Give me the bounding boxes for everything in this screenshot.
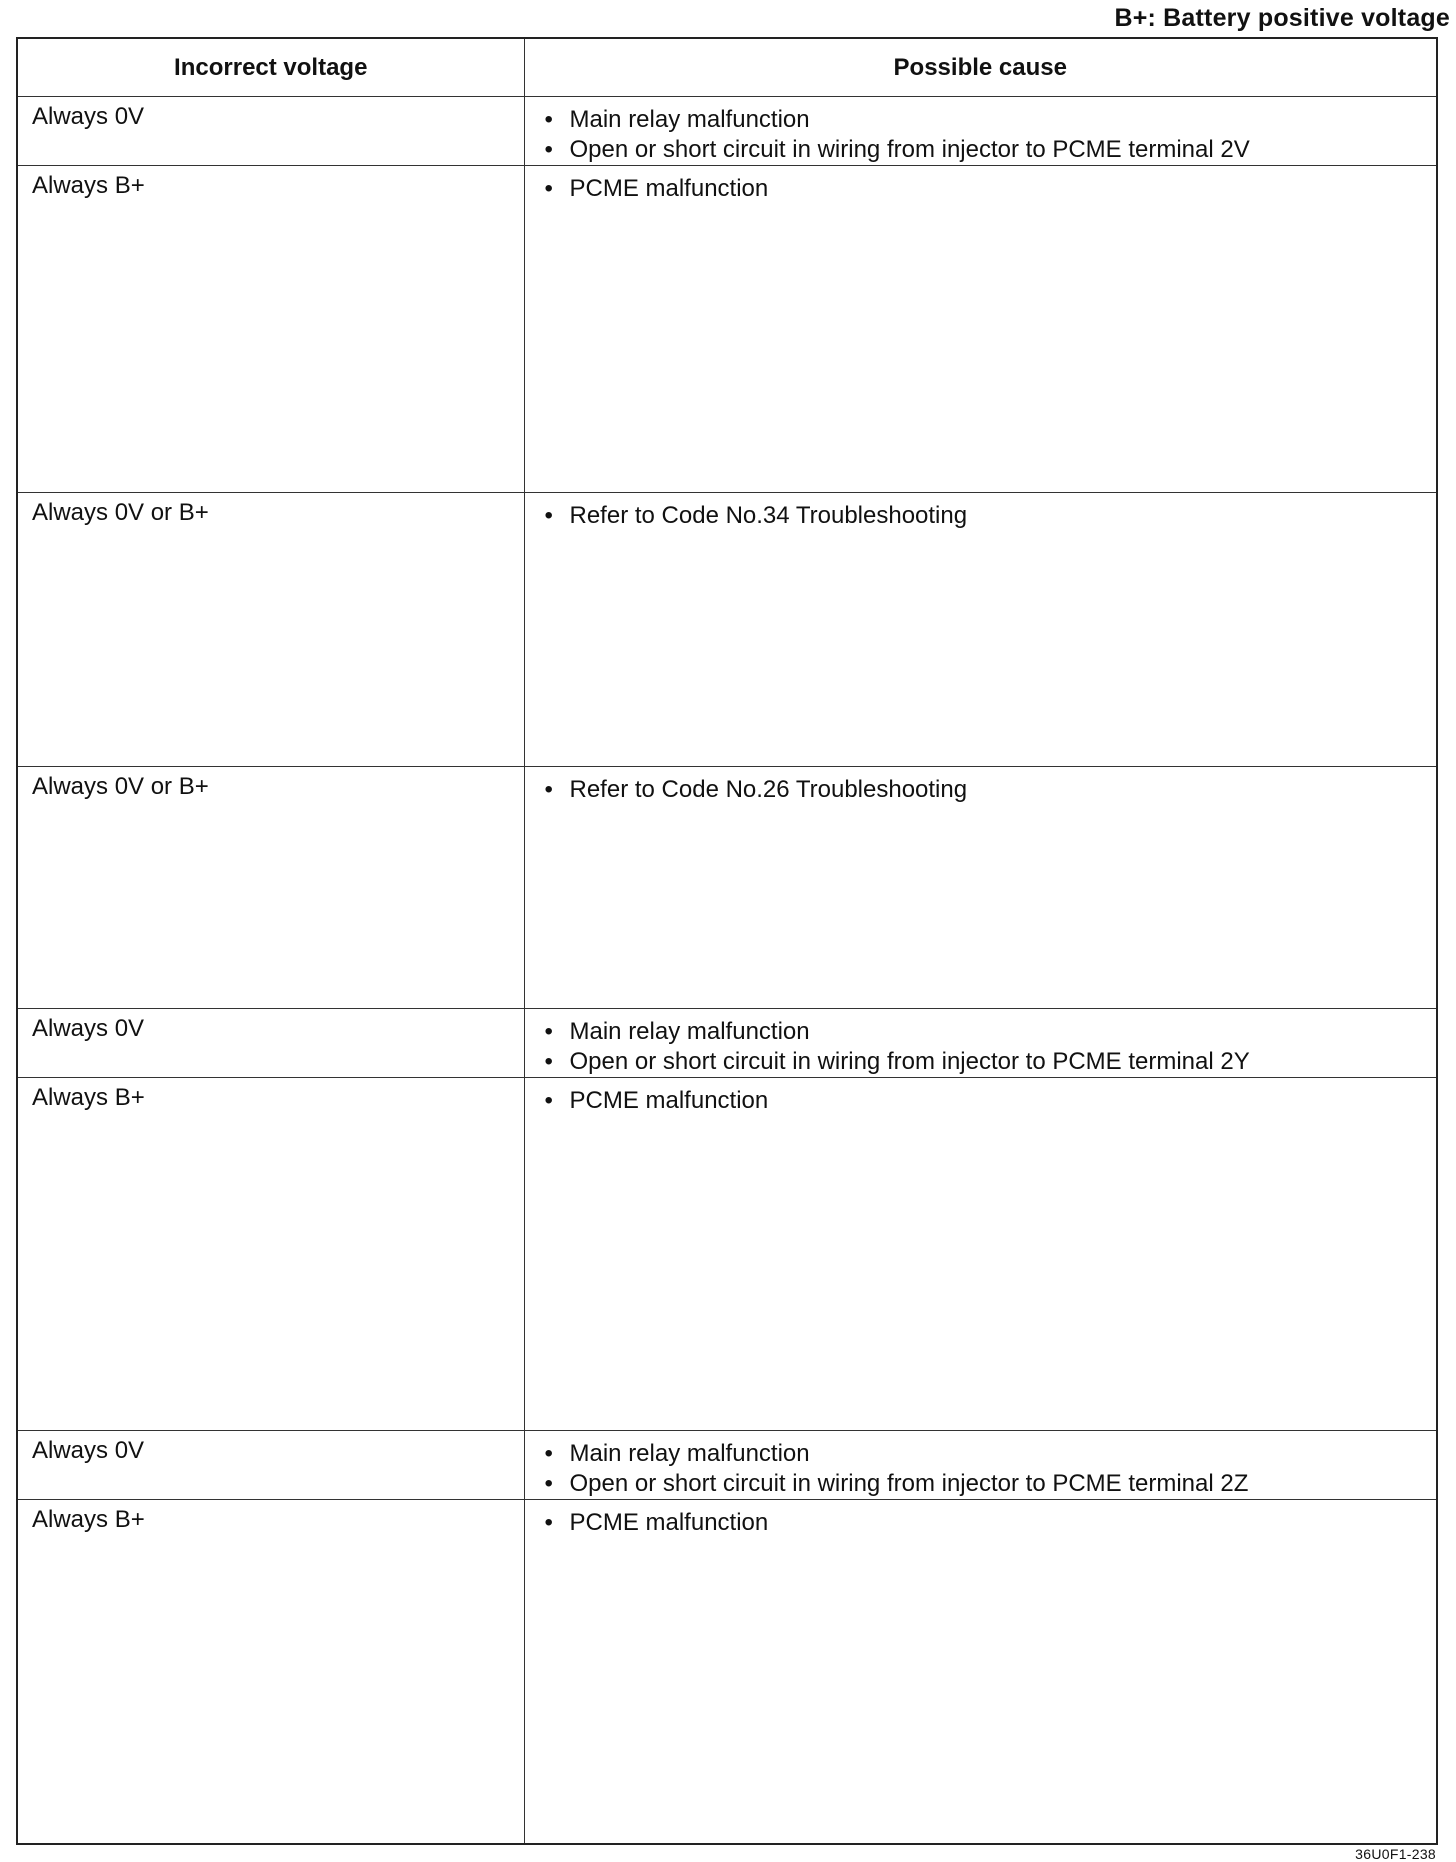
cause-cell: [524, 493, 1436, 767]
cause-item: • Main relay malfunction: [544, 1440, 810, 1467]
table-row: [18, 97, 1436, 166]
cause-cell: [524, 1431, 1436, 1500]
table-header-row: [18, 39, 1436, 97]
battery-voltage-legend: B+: Battery positive voltage: [1114, 4, 1450, 32]
voltage-cell: Always 0V or B+: [18, 767, 524, 1009]
cause-list: [525, 97, 1437, 165]
cause-item: • Open or short circuit in wiring from injector to PCME terminal 2Z: [544, 1470, 1249, 1497]
cause-list: [525, 1078, 1437, 1116]
cause-cell: [524, 1009, 1436, 1078]
incorrect-voltage-header: Incorrect voltage: [18, 39, 524, 97]
cause-item: • Refer to Code No.26 Troubleshooting: [544, 776, 968, 803]
table-row: [18, 493, 1436, 767]
voltage-cell: Always 0V or B+: [18, 493, 524, 767]
table-row: [18, 166, 1436, 493]
cause-list: [525, 1500, 1437, 1538]
voltage-cell: Always B+: [18, 1078, 524, 1431]
voltage-cell: Always B+: [18, 166, 524, 493]
table-row: [18, 1500, 1436, 1844]
troubleshooting-table: [18, 39, 1436, 1843]
cause-cell: [524, 767, 1436, 1009]
voltage-cell: Always B+: [18, 1500, 524, 1844]
cause-cell: [524, 1500, 1436, 1844]
cause-cell: [524, 1078, 1436, 1431]
cause-list: [525, 1009, 1437, 1077]
cause-item: • PCME malfunction: [544, 175, 769, 202]
possible-cause-header: Possible cause: [524, 39, 1436, 97]
cause-list: [525, 166, 1437, 204]
cause-list: [525, 493, 1437, 531]
figure-id: 36U0F1-238: [1355, 1846, 1436, 1862]
voltage-cell: Always 0V: [18, 1009, 524, 1078]
table-row: [18, 1431, 1436, 1500]
table-row: [18, 1009, 1436, 1078]
cause-item: • PCME malfunction: [544, 1087, 769, 1114]
cause-list: [525, 767, 1437, 805]
cause-item: • Open or short circuit in wiring from injector to PCME terminal 2V: [544, 136, 1250, 163]
troubleshooting-table-frame: [16, 37, 1438, 1845]
cause-item: • Refer to Code No.34 Troubleshooting: [544, 502, 968, 529]
table-row: [18, 767, 1436, 1009]
cause-list: [525, 1431, 1437, 1499]
table-row: [18, 1078, 1436, 1431]
cause-cell: [524, 166, 1436, 493]
voltage-cell: Always 0V: [18, 1431, 524, 1500]
cause-item: • Main relay malfunction: [544, 106, 810, 133]
cause-item: • PCME malfunction: [544, 1509, 769, 1536]
cause-item: • Open or short circuit in wiring from injector to PCME terminal 2Y: [544, 1048, 1250, 1075]
cause-cell: [524, 97, 1436, 166]
cause-item: • Main relay malfunction: [544, 1018, 810, 1045]
voltage-cell: Always 0V: [18, 97, 524, 166]
